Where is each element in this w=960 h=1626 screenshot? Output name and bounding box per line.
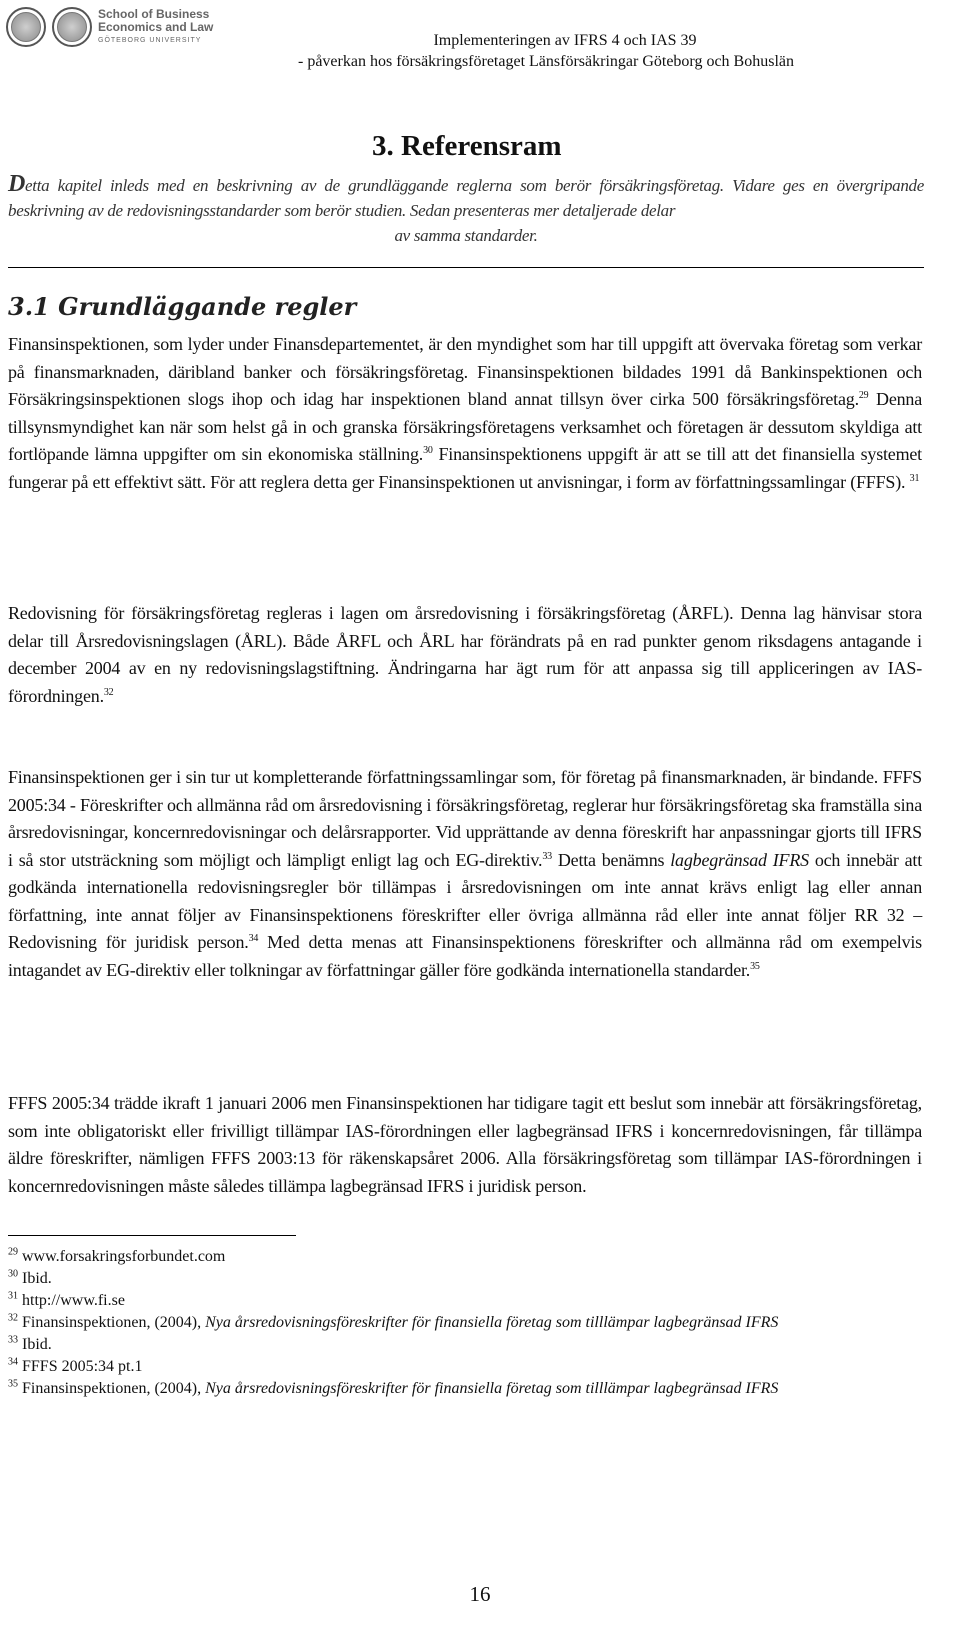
footnote-title: Nya årsredovisningsföreskrifter för finansiella företag som tilllämpar lagbegränsad IFRS: [205, 1380, 779, 1397]
school-name-line3: GÖTEBORG UNIVERSITY: [98, 36, 202, 44]
page-header: [0, 0, 960, 90]
footnote-text: Ibid.: [18, 1336, 52, 1353]
chapter-title: 3. Referensram: [372, 130, 562, 162]
footnote-text: Ibid.: [18, 1270, 52, 1287]
footnote-number: 30: [8, 1268, 18, 1280]
intro-text: etta kapitel inleds med en beskrivning av de grundläggande reglerna som berör försäkringsföretag. Vidare ges en övergripande beskrivning av de redovisningsstandarder som berör studien. Sedan presenteras mer detaljerade delar: [8, 176, 924, 220]
school-name: [98, 8, 213, 47]
page-number: 16: [469, 1582, 491, 1606]
paragraph-3: [8, 764, 922, 984]
footnote-text: Finansinspektionen, (2004),: [18, 1314, 206, 1331]
university-logo: [6, 4, 236, 50]
footnote-ref-30: 30: [423, 445, 433, 456]
school-name-line2: Economics and Law: [98, 19, 214, 34]
footnote-31: [8, 1290, 908, 1312]
chapter-intro: [8, 172, 924, 248]
footnote-34: [8, 1356, 908, 1378]
paragraph-1-part-c: Finansinspektionens uppgift är att se till att det finansiella systemet fungerar på ett effektivt sätt. För att reglera detta ger Finansinspektionen ut anvisningar, i form av författningssamlingar (FFFS).: [8, 444, 922, 492]
paragraph-1: [8, 331, 922, 496]
school-seal-icon: [52, 7, 92, 47]
paragraph-3-part-c: och innebär att godkända internationella redovisningsregler bör tillämpas i årsredovisningen om inte annat krävs enligt lag eller annan författning, inte annat följer av Finansinspektionens föreskrifter eller övriga allmänna råd eller inte annat följer RR 32 – Redovisning för juridisk person.: [8, 849, 922, 952]
paragraph-3-part-b: Detta benämns: [551, 849, 671, 870]
paragraph-2-part-a: Redovisning för försäkringsföretag regleras i lagen om årsredovisning i försäkringsföretag (ÅRFL). Denna lag hänvisar stora delar till Årsredovisningslagen (ÅRL). Både ÅRFL och ÅRL har förändrats på en rad punkter genom riksdagens antagande i december 2004 av en ny redovisningslagstiftning. Ändringarna har ägt rum för att anpassa sig till appliceringen av IAS-förordningen.: [8, 603, 922, 706]
paragraph-4: [8, 1090, 922, 1200]
footnote-32: [8, 1312, 908, 1334]
paragraph-3-part-a: Finansinspektionen ger i sin tur ut kompletterande författningssamlingar som, för företag på finansmarknaden, är bindande. FFFS 2005:34 - Föreskrifter och allmänna råd om årsredovisning i försäkringsföretag, reglerar hur försäkringsföretag ska framställa sina årsredovisningar, koncernredovisningar och delårsrapporter. Vid upprättande av denna föreskrift har anpassningar gjorts till IFRS i så stor utsträckning som möjligt och lämpligt enligt lag och EG-direktiv.: [8, 767, 922, 870]
lagbegransad-ifrs-term: lagbegränsad IFRS: [670, 849, 809, 870]
footnote-divider: [8, 1235, 296, 1236]
footnote-29: [8, 1246, 908, 1268]
footnote-text: FFFS 2005:34 pt.1: [18, 1358, 143, 1375]
university-seal-icon: [6, 7, 46, 47]
drop-cap: D: [8, 171, 26, 197]
intro-last-line: av samma standarder.: [394, 226, 538, 245]
footnote-text: Finansinspektionen, (2004),: [18, 1380, 206, 1397]
footnote-30: [8, 1268, 908, 1290]
footnote-ref-33: 33: [542, 850, 552, 862]
footnote-number: 33: [8, 1334, 18, 1346]
section-title: 3.1 Grundläggande regler: [8, 292, 357, 321]
running-header-subtitle: - påverkan hos försäkringsföretaget Länsförsäkringar Göteborg och Bohuslän: [298, 53, 794, 70]
footnote-ref-34: 34: [248, 933, 259, 944]
footnote-33: [8, 1334, 908, 1356]
school-name-line1: School of Business: [98, 6, 210, 21]
paragraph-1-part-b: Denna tillsynsmyndighet kan när som helst gå in och granska försäkringsföretagens verksamhet och företagen är dessutom skyldiga att fortlöpande lämna uppgifter om sin ekonomiska ställning.: [8, 389, 922, 464]
running-header-title: Implementeringen av IFRS 4 och IAS 39: [433, 32, 697, 49]
footnote-title: Nya årsredovisningsföreskrifter för finansiella företag som tilllämpar lagbegränsad IFRS: [205, 1314, 779, 1331]
footnote-ref-35: 35: [750, 960, 760, 972]
footnote-number: 34: [8, 1356, 18, 1368]
footnote-ref-29: 29: [858, 390, 869, 401]
footnotes: [8, 1246, 908, 1400]
footnote-text: www.forsakringsforbundet.com: [18, 1248, 226, 1265]
paragraph-1-part-a: Finansinspektionen, som lyder under Finansdepartementet, är den myndighet som har till uppgift att övervaka företag som verkar på finansmarknaden, däribland banker och försäkringsföretag. Finansinspektionen bildades 1991 då Bankinspektionen och Försäkringsinspektionen slogs ihop och idag har inspektionen bland annat tillsyn över cirka 500 försäkringsföretag.: [8, 334, 922, 409]
footnote-link[interactable]: http://www.fi.se: [18, 1292, 125, 1309]
paragraph-3-part-d: Med detta menas att Finansinspektionens föreskrifter och allmänna råd om exempelvis intagandet av EG-direktiv eller tolkningar av författningar gäller före godkända internationella standarder.: [8, 932, 922, 980]
footnote-35: [8, 1378, 908, 1400]
footnote-number: 32: [8, 1312, 18, 1324]
paragraph-2: [8, 600, 922, 710]
footnote-number: 29: [8, 1246, 18, 1258]
running-header: [298, 30, 794, 72]
footnote-ref-31: 31: [909, 472, 920, 484]
footnote-number: 31: [8, 1290, 18, 1302]
intro-divider: [8, 267, 924, 268]
footnote-number: 35: [8, 1378, 18, 1390]
paragraph-4-text: FFFS 2005:34 trädde ikraft 1 januari 2006 men Finansinspektionen har tidigare tagit ett beslut som innebär att försäkringsföretag, som inte obligatoriskt eller frivilligt tillämpar IAS-förordningen eller lagbegränsad IFRS i koncernredovisningen, får tillämpa äldre föreskrifter, nämligen FFFS 2003:13 för räkenskapsåret 2006. Alla försäkringsföretag som tillämpar IAS-förordningen i koncernredovisningen måste således tillämpa lagbegränsad IFRS i juridisk person.: [8, 1093, 922, 1196]
footnote-ref-32: 32: [103, 686, 114, 698]
